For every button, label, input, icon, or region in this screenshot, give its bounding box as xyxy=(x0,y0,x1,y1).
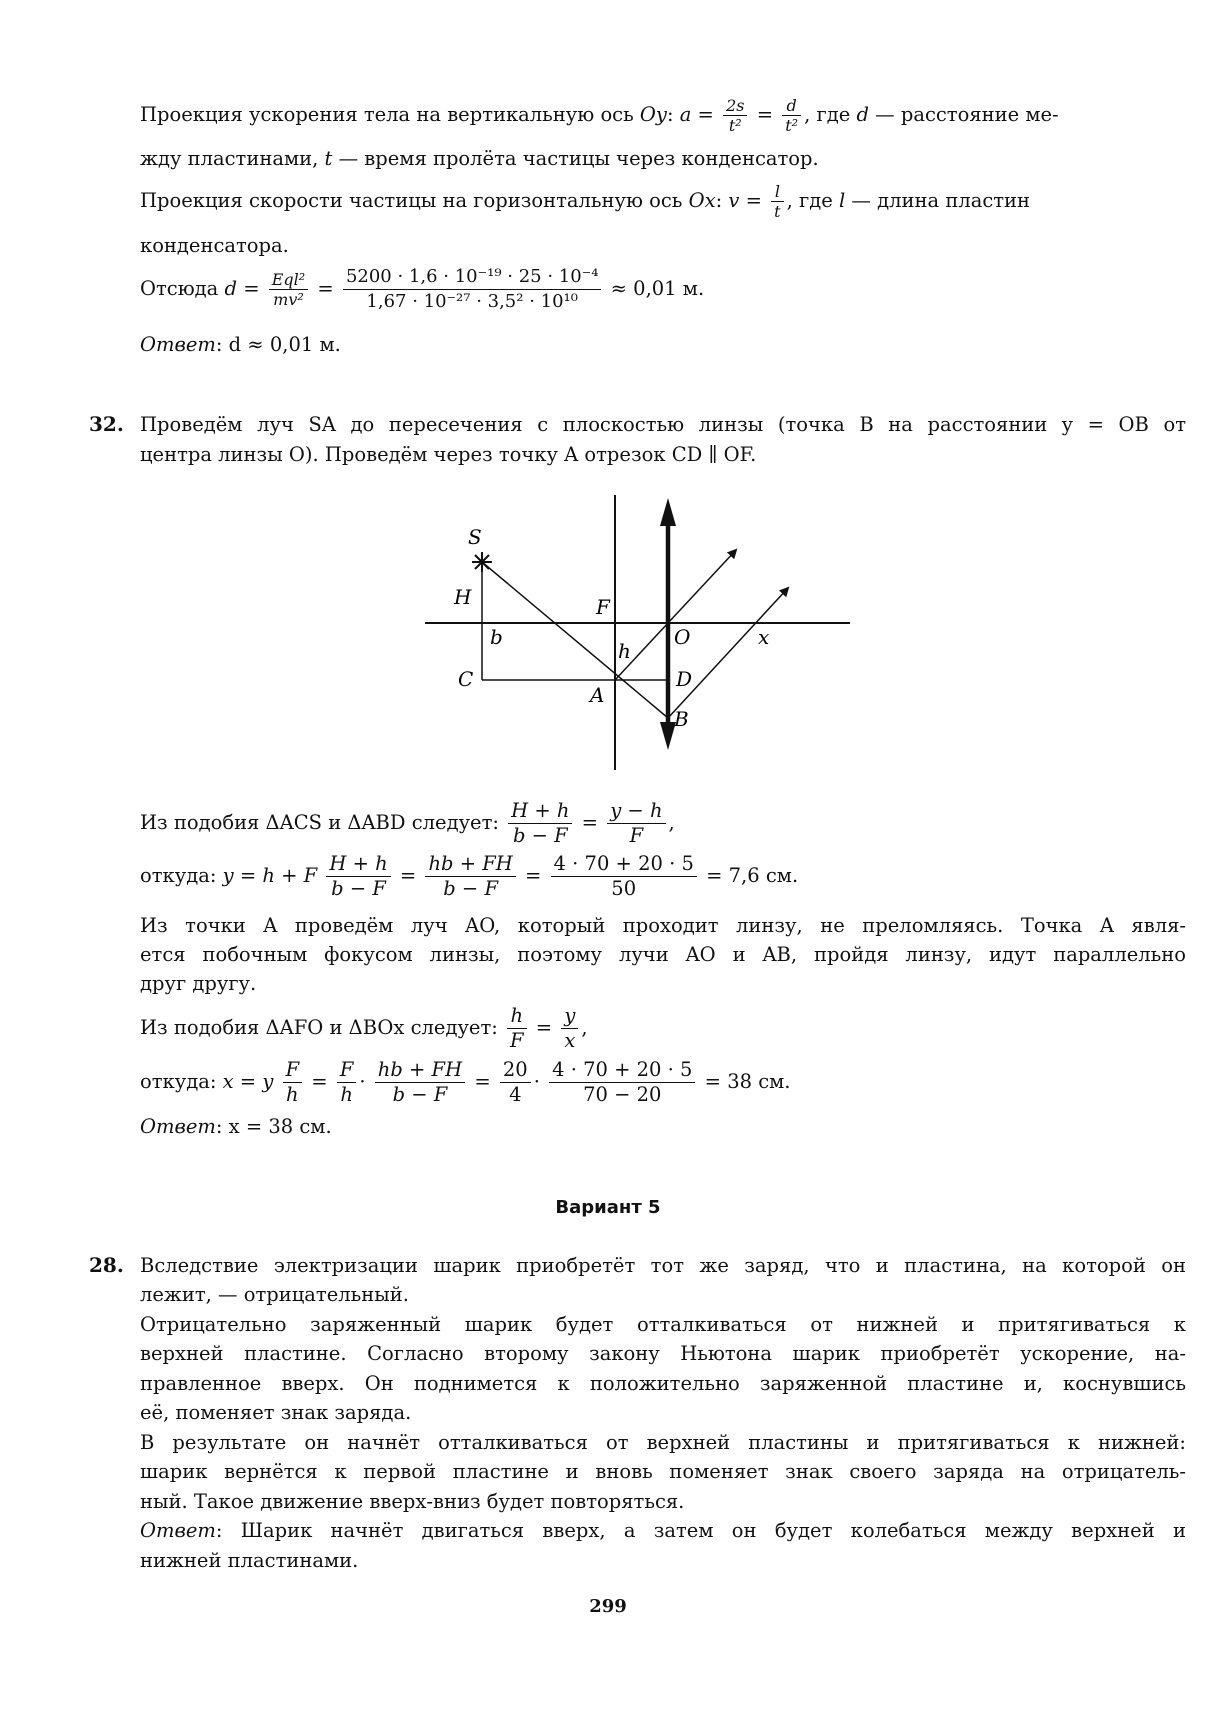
p32-formula-y: откуда: y = h + F $\frac{H + h}{b - F}$ = $\frac{hb + FH}{b - F}$ = $\frac{4 \cdot 70 + 20 \cdot 5}{50}$ = 7,6 см. xyxy=(140,852,799,900)
p32-para-line-3: друг другу. xyxy=(140,972,257,995)
p32-similarity-1: Из подобия ΔACS и ΔABD следует: $\frac{H + h}{b - F}$ = $\frac{y - h}{F}$ , xyxy=(140,799,675,847)
ray-b-out xyxy=(668,588,788,718)
p31-axis-oy: Oy xyxy=(639,103,667,126)
label-x: x xyxy=(758,625,770,649)
frac-d-t2: $\frac{d}{\text{t²}}$ xyxy=(782,96,801,135)
p28-line-3: Отрицательно заряженный шарик будет отталкиваться от нижней и притягиваться к xyxy=(140,1313,1186,1336)
p28-line-8: шарик вернётся к первой пластине и вновь поменяет знак своего заряда на отрицатель- xyxy=(140,1460,1186,1483)
p28-answer-line: Ответ: Шарик начнёт двигаться вверх, а затем он будет колебаться между верхней и xyxy=(140,1519,1186,1542)
frac-y-3: $\frac{4 \cdot 70 + 20 \cdot 5}{50}$ xyxy=(551,852,697,901)
p28-line-7: В результате он начнёт отталкиваться от верхней пластины и притягиваться к нижней: xyxy=(140,1431,1186,1454)
page-number: 299 xyxy=(589,1596,627,1617)
p32-para-line-2: ется побочным фокусом линзы, поэтому лучи AO и AB, пройдя линзу, идут параллельно xyxy=(140,943,1186,966)
p28-line-6: её, поменяет знак заряда. xyxy=(140,1401,412,1424)
p31-answer: Ответ: d ≈ 0,01 м. xyxy=(140,333,341,356)
p31-line-3: Проекция скорости частицы на горизонтальную ось Ox: v = $\frac{l}{t}$ , где l — длина пластин xyxy=(140,182,1031,221)
label-o: O xyxy=(674,625,691,649)
variant-heading: Вариант 5 xyxy=(555,1197,661,1218)
label-d: D xyxy=(676,667,693,691)
label-h-upper: H xyxy=(454,585,472,609)
p32-line-1: Проведём луч SA до пересечения с плоскостью линзы (точка B на расстоянии y = OB от xyxy=(140,413,1186,436)
p32-formula-x: откуда: x = y $\frac{F}{h}$ = $\frac{F}{h}$ · $\frac{hb + FH}{b - F}$ = $\frac{20}{4}$ · $\frac{4 \cdot 70 + 20 \cdot 5}{70 - 20}$ = 38 см. xyxy=(140,1058,791,1106)
frac-h-over-f: $\frac{h}{F}$ xyxy=(507,1004,527,1053)
p31-line-1: Проекция ускорения тела на вертикальную ось Oy: a = $\frac{2s}{\text{t²}}$ = $\frac{d}{\text{t²}}$ , где d — расстояние ме- xyxy=(140,96,1059,135)
p28-line-2: лежит, — отрицательный. xyxy=(140,1283,409,1306)
p28-line-5: правленное вверх. Он поднимется к положительно заряженной пластине и, коснувшись xyxy=(140,1372,1186,1395)
frac-x-3: $\frac{hb + FH}{b - F}$ xyxy=(375,1058,465,1107)
frac-y-2: $\frac{hb + FH}{b - F}$ xyxy=(425,852,515,901)
p32-answer: Ответ: x = 38 см. xyxy=(140,1115,332,1138)
p28-line-1: Вследствие электризации шарик приобретёт тот же заряд, что и пластина, на которой он xyxy=(140,1254,1186,1277)
lens-arrow-top xyxy=(660,498,676,526)
p31-line-2: жду пластинами, t — время пролёта частицы через конденсатор. xyxy=(140,147,819,170)
p28-line-9: ный. Такое движение вверх-вниз будет повторяться. xyxy=(140,1490,685,1513)
p28-line-4: верхней пластине. Согласно второму закону Ньютона шарик приобретёт ускорение, на- xyxy=(140,1342,1186,1365)
frac-numeric: $\frac{\text{5200 · 1,6 · 10⁻¹⁹ · 25 · 10⁻⁴}}{\text{1,67 · 10⁻²⁷ · 3,5² · 10¹⁰}}$ xyxy=(343,265,601,314)
frac-y-over-x: $\frac{y}{x}$ xyxy=(561,1004,578,1053)
frac-eql2-mv2: $\frac{\text{Eql²}}{\text{mv²}}$ xyxy=(269,270,308,309)
frac-y-1: $\frac{H + h}{b - F}$ xyxy=(326,852,390,901)
p32-line-2: центра линзы O). Проведём через точку A отрезок CD ∥ OF. xyxy=(140,443,757,466)
p32-para-line-1: Из точки A проведём луч AO, который проходит линзу, не преломляясь. Точка A явля- xyxy=(140,914,1186,937)
frac-2s-t2: $\frac{2s}{\text{t²}}$ xyxy=(723,96,747,135)
frac-x-2: $\frac{F}{h}$ xyxy=(337,1058,357,1107)
source-star-icon xyxy=(472,552,492,572)
frac-x-5: $\frac{4 \cdot 70 + 20 \cdot 5}{70 - 20}$ xyxy=(549,1058,695,1107)
frac-x-1: $\frac{F}{h}$ xyxy=(283,1058,303,1107)
label-h-lower: h xyxy=(618,639,631,663)
p31-l1-text: Проекция ускорения тела на вертикальную ось xyxy=(140,103,634,126)
frac-l-t: $\frac{l}{t}$ xyxy=(771,182,783,221)
label-f: F xyxy=(596,595,610,619)
label-b-point: B xyxy=(674,707,689,731)
problem-32-number: 32. xyxy=(89,412,124,436)
ray-s-b xyxy=(482,562,668,718)
lens-diagram xyxy=(420,490,860,780)
p31-a-eq: a = xyxy=(679,103,714,126)
label-s: S xyxy=(468,525,482,549)
p32-similarity-2: Из подобия ΔAFO и ΔBOx следует: $\frac{h}{F}$ = $\frac{y}{x}$ , xyxy=(140,1004,588,1052)
p31-line-4: конденсатора. xyxy=(140,234,289,257)
frac-x-4: $\frac{20}{4}$ xyxy=(500,1058,531,1107)
label-c: C xyxy=(458,667,474,691)
frac-y-minus-h-over-f: $\frac{y - h}{F}$ xyxy=(607,799,665,848)
problem-28-number: 28. xyxy=(89,1253,124,1277)
p31-formula-d: Отсюда d = $\frac{\text{Eql²}}{\text{mv²}}$ = $\frac{\text{5200 · 1,6 · 10⁻¹⁹ · 25 · 10⁻⁴}}{\text{1,67 · 10⁻²⁷ · 3,5² · 10¹⁰}}$ ≈ 0,01 м. xyxy=(140,266,705,312)
label-b-lower: b xyxy=(490,625,503,649)
label-a: A xyxy=(590,683,605,707)
p28-line-11: нижней пластинами. xyxy=(140,1549,359,1572)
ray-o-out xyxy=(668,550,736,623)
frac-h-plus-h-over-b-minus-f: $\frac{H + h}{b - F}$ xyxy=(508,799,572,848)
